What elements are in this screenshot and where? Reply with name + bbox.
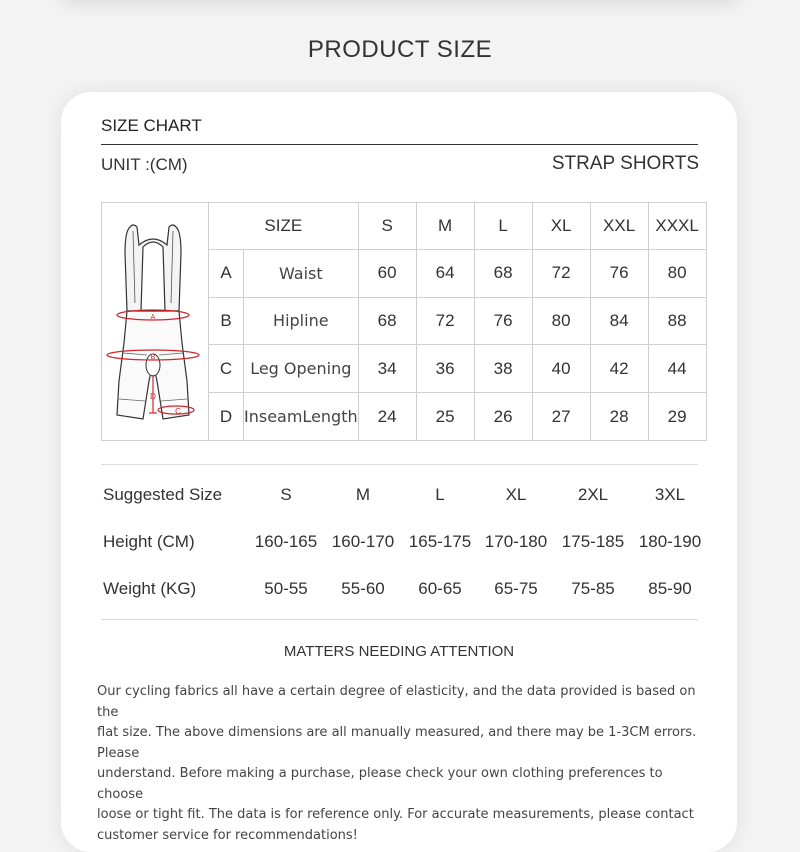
size-header: S xyxy=(358,203,416,250)
size-card xyxy=(61,92,737,852)
table-cell: 38 xyxy=(474,345,532,393)
table-cell: 80 xyxy=(648,249,706,297)
height-value: 160-170 xyxy=(331,532,395,551)
table-cell: 40 xyxy=(532,345,590,393)
attention-line: Our cycling fabrics all have a certain degree of elasticity, and the data provided is based on the xyxy=(97,684,696,720)
table-cell: 72 xyxy=(416,297,474,345)
product-name: STRAP SHORTS xyxy=(551,153,699,174)
height-value: 160-165 xyxy=(254,532,318,551)
height-value: 180-190 xyxy=(638,532,702,551)
table-cell: 27 xyxy=(532,393,590,441)
size-table-header xyxy=(102,203,707,250)
measure-label: Hipline xyxy=(244,297,359,345)
table-cell: 84 xyxy=(590,297,648,345)
table-cell: 88 xyxy=(648,297,706,345)
row-letter: C xyxy=(209,345,244,393)
section-divider xyxy=(101,464,698,465)
attention-line: understand. Before making a purchase, please check your own clothing preferences to choose xyxy=(97,766,663,802)
height-value: 165-175 xyxy=(408,532,472,551)
weight-value: 65-75 xyxy=(494,579,538,598)
table-cell: 68 xyxy=(474,249,532,297)
height-value: 170-180 xyxy=(484,532,548,551)
figure-label-c: C xyxy=(175,407,181,416)
size-header: XXL xyxy=(590,203,648,250)
height-row xyxy=(103,532,713,554)
figure-label-d: D xyxy=(150,392,156,401)
table-cell: 72 xyxy=(532,249,590,297)
attention-line: loose or tight fit. The data is for reference only. For accurate measurements, please contact xyxy=(97,807,694,822)
page-title: PRODUCT SIZE xyxy=(307,36,493,63)
table-cell: 64 xyxy=(416,249,474,297)
unit-label: UNIT :(CM) xyxy=(101,155,188,174)
table-cell: 26 xyxy=(474,393,532,441)
size-header-label: SIZE xyxy=(209,203,359,250)
row-letter: B xyxy=(209,297,244,345)
figure-label-a: A xyxy=(150,314,156,321)
row-letter: A xyxy=(209,249,244,297)
size-header: XL xyxy=(532,203,590,250)
size-chart-title: SIZE CHART xyxy=(101,116,202,135)
weight-value: 75-85 xyxy=(571,579,615,598)
table-cell: 80 xyxy=(532,297,590,345)
title-divider xyxy=(101,144,698,145)
table-cell: 29 xyxy=(648,393,706,441)
weight-label: Weight (KG) xyxy=(103,579,197,598)
suggested-size-value: S xyxy=(280,485,292,504)
height-label: Height (CM) xyxy=(103,532,195,551)
size-header: XXXL xyxy=(648,203,706,250)
attention-line: customer service for recommendations! xyxy=(97,827,358,843)
weight-row xyxy=(103,579,713,601)
table-cell: 34 xyxy=(358,345,416,393)
suggested-size-value: M xyxy=(355,485,371,504)
table-cell: 24 xyxy=(358,393,416,441)
weight-value: 85-90 xyxy=(648,579,692,598)
suggested-size-value: 3XL xyxy=(654,485,686,504)
measure-label: Waist xyxy=(244,249,359,297)
weight-value: 55-60 xyxy=(341,579,385,598)
size-header: L xyxy=(474,203,532,250)
table-cell: 76 xyxy=(590,249,648,297)
figure-label-b: B xyxy=(150,354,156,361)
bib-shorts-figure xyxy=(103,203,207,435)
weight-value: 60-65 xyxy=(418,579,462,598)
measure-label: InseamLength xyxy=(244,393,359,441)
table-cell: 36 xyxy=(416,345,474,393)
height-value: 175-185 xyxy=(561,532,625,551)
table-cell: 60 xyxy=(358,249,416,297)
suggested-size-label: Suggested Size xyxy=(103,485,223,504)
table-cell: 28 xyxy=(590,393,648,441)
table-cell: 42 xyxy=(590,345,648,393)
bib-shorts-figure-cell xyxy=(102,203,209,441)
attention-line: flat size. The above dimensions are all manually measured, and there may be 1-3CM errors. Please xyxy=(97,725,697,761)
measure-label: Leg Opening xyxy=(244,345,359,393)
size-header: M xyxy=(416,203,474,250)
suggested-size-value: 2XL xyxy=(577,485,609,504)
suggested-size-value: L xyxy=(435,485,445,504)
row-letter: D xyxy=(209,393,244,441)
attention-body xyxy=(97,682,707,846)
table-cell: 68 xyxy=(358,297,416,345)
size-table xyxy=(101,202,707,441)
table-cell: 76 xyxy=(474,297,532,345)
table-cell: 25 xyxy=(416,393,474,441)
suggested-size-header-row xyxy=(103,485,713,507)
weight-value: 50-55 xyxy=(264,579,308,598)
suggested-size-value: XL xyxy=(505,485,527,504)
section-divider xyxy=(101,619,698,620)
table-cell: 44 xyxy=(648,345,706,393)
attention-title: MATTERS NEEDING ATTENTION xyxy=(283,643,515,660)
